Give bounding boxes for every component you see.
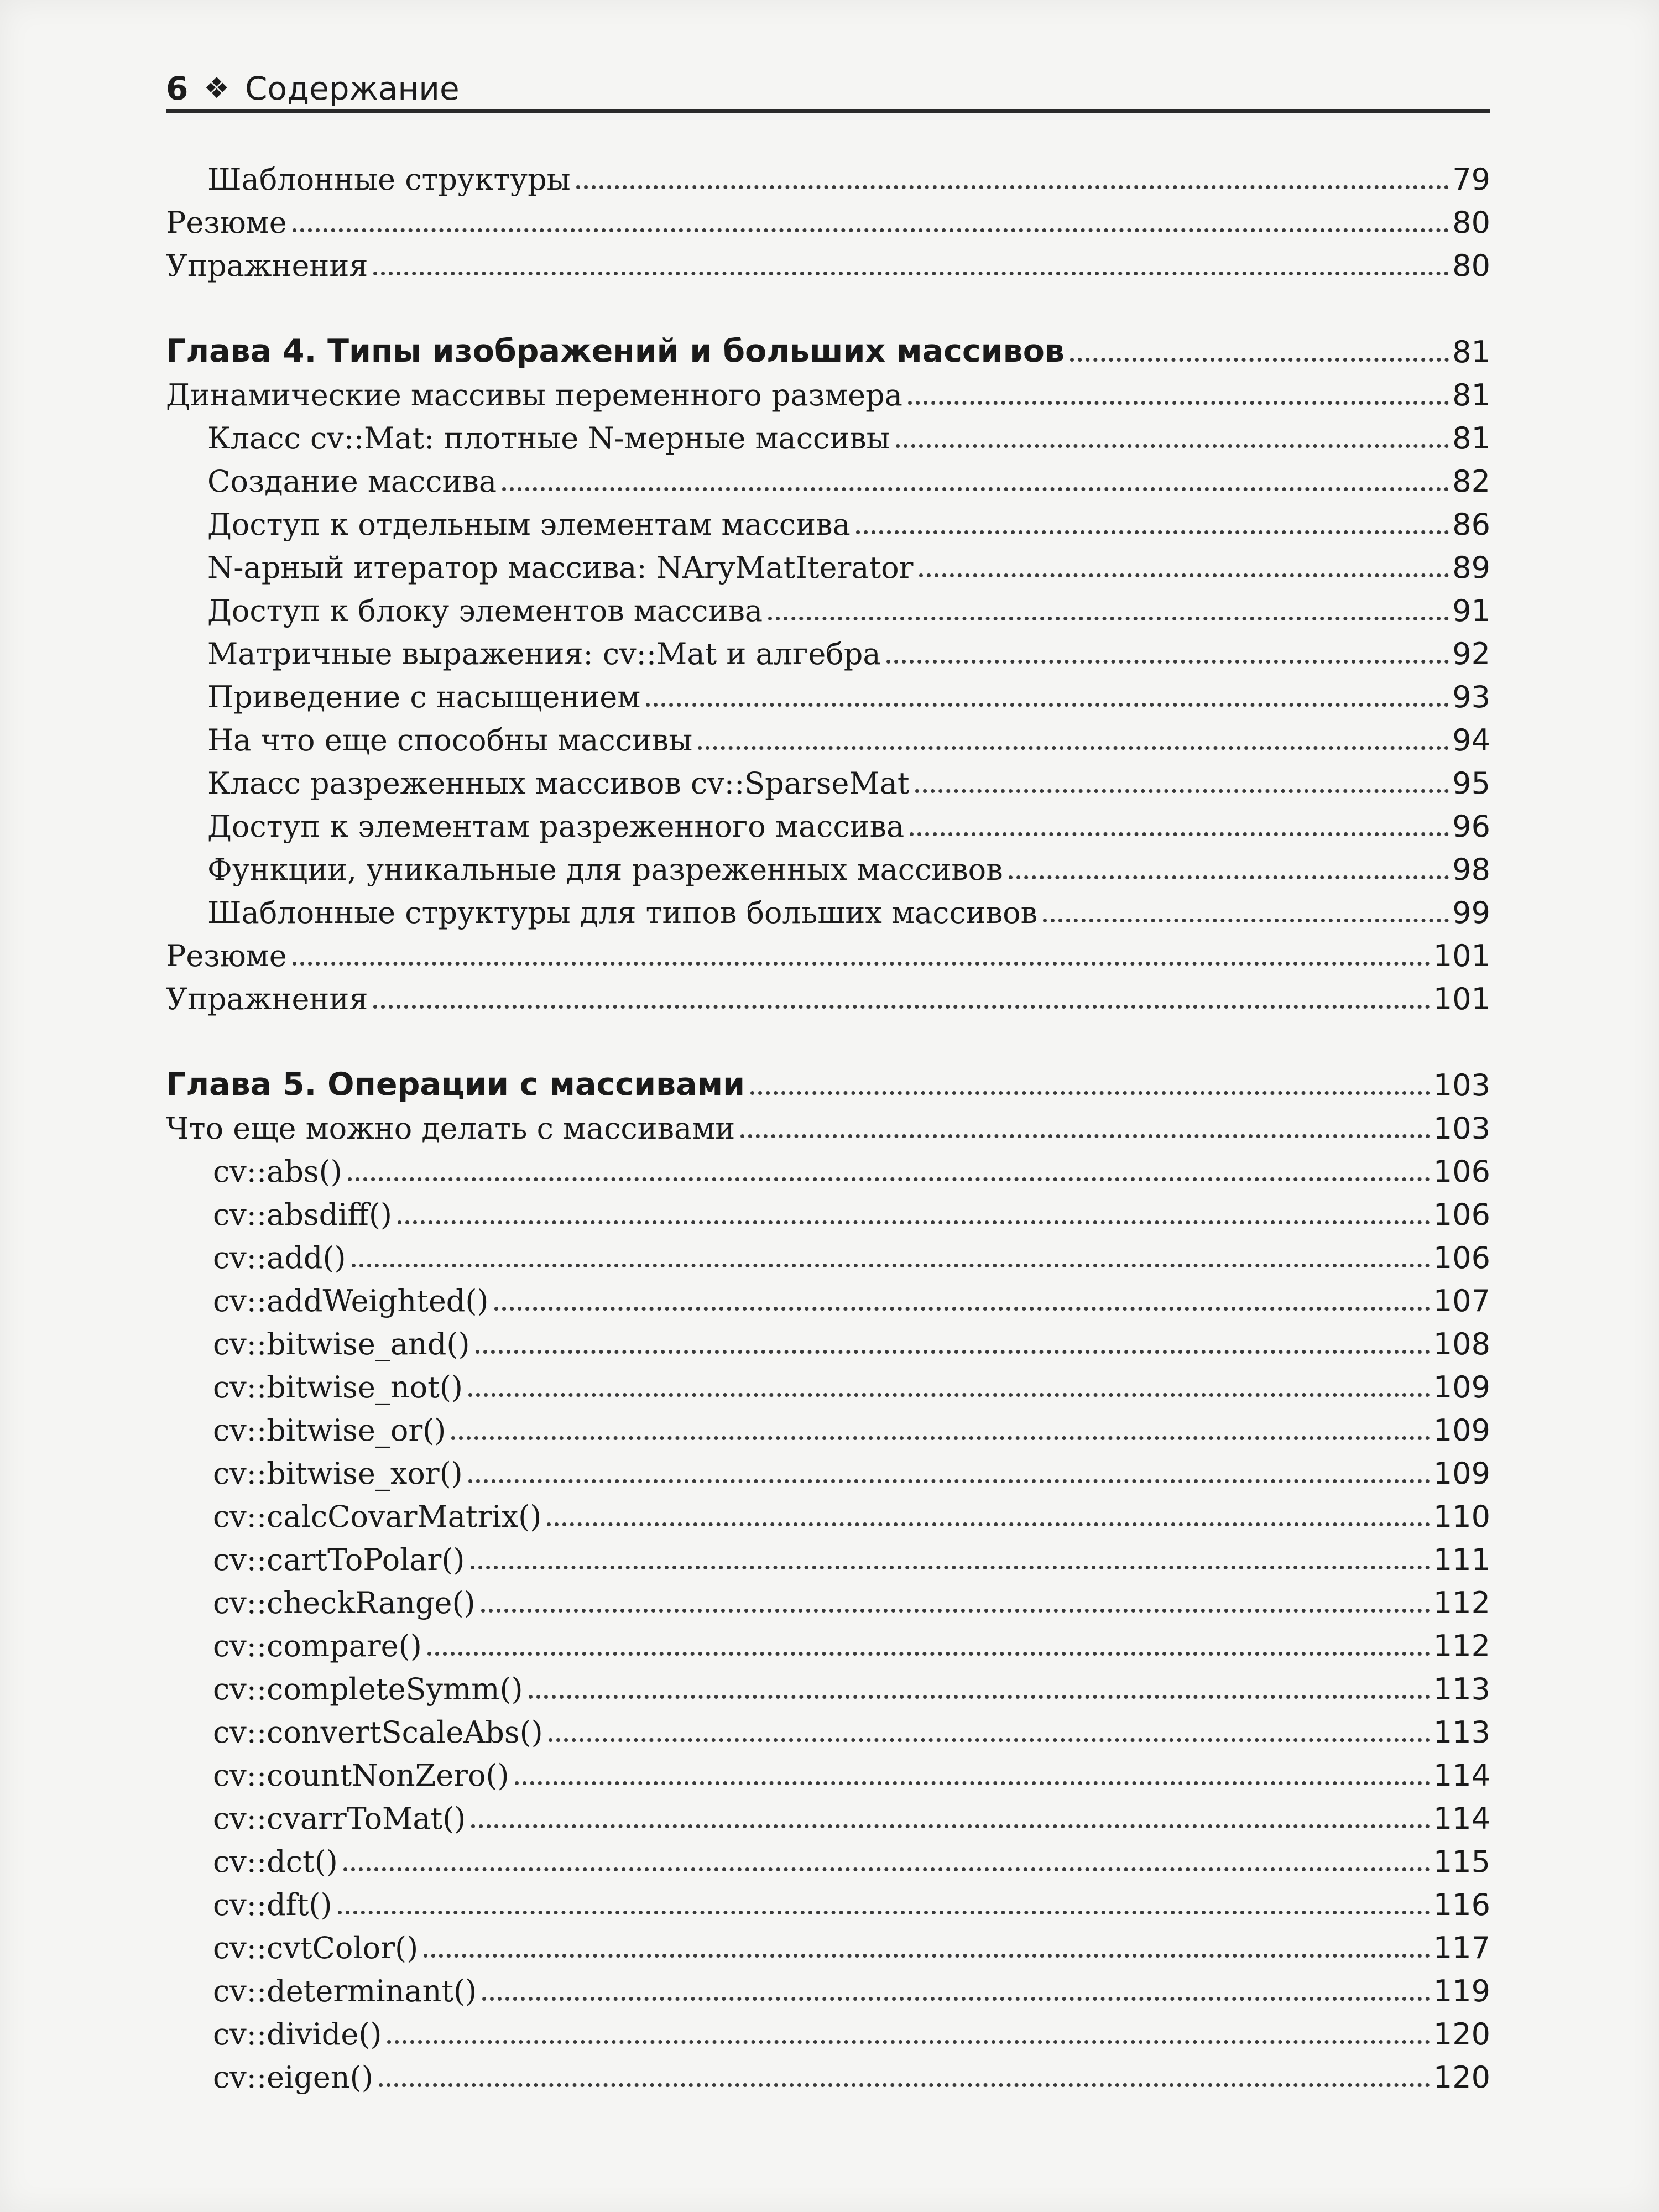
dot-leader [908,401,1449,405]
dot-leader [373,272,1449,275]
toc-entry-title: cv::cvtColor() [213,1931,419,1965]
toc-entry [166,197,1490,240]
header-rule [166,109,1490,113]
toc-entry [166,1146,1490,1189]
toc-entry-title: N-арный итератор массива: NAryMatIterator [207,550,914,585]
toc-chapter-entry [166,326,1490,369]
toc-entry-title: Шаблонные структуры для типов больших массивов [207,895,1038,930]
toc-page-number: 79 [1452,162,1490,197]
toc-entry [166,1879,1490,1922]
dot-leader [451,1436,1430,1440]
toc-entry-title: Доступ к отдельным элементам массива [207,507,851,542]
dot-leader [348,1177,1430,1181]
toc-page-number: 80 [1452,205,1490,240]
dot-leader [698,746,1449,750]
dot-leader [1043,919,1449,922]
toc-entry [166,1577,1490,1620]
toc-page-number: 86 [1452,507,1490,542]
dot-leader [549,1738,1430,1742]
toc-page-number: 109 [1433,1413,1490,1448]
dot-leader [1009,875,1449,879]
toc-entry-title: cv::dft() [213,1887,332,1922]
toc-page-number: 115 [1433,1844,1490,1879]
toc-entry-title: Резюме [166,205,287,240]
dot-leader [886,660,1449,664]
toc-entry-title: cv::bitwise_xor() [213,1456,463,1491]
dot-leader [910,832,1449,836]
toc-entry-title: Что еще можно делать с массивами [166,1111,735,1146]
section-gap [166,1016,1490,1060]
dot-leader [471,1566,1430,1569]
toc-entry [166,369,1490,413]
dot-leader [482,1997,1430,2001]
toc-entry [166,1663,1490,1707]
toc-entry-title: cv::divide() [213,2017,382,2052]
toc-page-number: 106 [1433,1154,1490,1189]
toc-entry [166,628,1490,671]
toc-entry [166,1275,1490,1318]
toc-page-number: 112 [1433,1585,1490,1620]
dot-leader [515,1781,1430,1785]
toc-entry [166,413,1490,456]
toc-entry [166,542,1490,585]
ornament-separator: ❖ [204,72,229,105]
running-header [166,64,460,113]
dot-leader [896,444,1449,448]
toc-page-number: 89 [1452,550,1490,585]
toc-page-number: 92 [1452,637,1490,671]
toc-page-number: 113 [1433,1672,1490,1707]
toc-entry [166,1534,1490,1577]
toc-entry [166,1491,1490,1534]
toc-entry-title: cv::cvarrToMat() [213,1801,466,1836]
table-of-contents [166,154,1490,2095]
dot-leader [373,1005,1430,1009]
toc-entry [166,2052,1490,2095]
toc-entry [166,240,1490,283]
toc-page-number: 109 [1433,1370,1490,1405]
toc-entry-title: Матричные выражения: cv::Mat и алгебра [207,637,881,671]
toc-entry-title: cv::convertScaleAbs() [213,1715,543,1750]
toc-entry [166,1405,1490,1448]
toc-page-number: 81 [1452,335,1490,369]
toc-page-number: 117 [1433,1931,1490,1965]
toc-page-number: 108 [1433,1327,1490,1361]
dot-leader [468,1393,1430,1397]
toc-chapter-entry [166,1060,1490,1103]
toc-entry-title: cv::bitwise_and() [213,1327,470,1361]
toc-entry-title: cv::checkRange() [213,1585,476,1620]
toc-page-number: 116 [1433,1887,1490,1922]
dot-leader [343,1867,1430,1871]
dot-leader [471,1824,1430,1828]
toc-entry [166,1103,1490,1146]
toc-page-number: 119 [1433,1974,1490,2008]
toc-page-number: 101 [1433,938,1490,973]
toc-entry [166,1922,1490,1965]
toc-page-number: 106 [1433,1197,1490,1232]
dot-leader [740,1134,1430,1138]
dot-leader [468,1479,1430,1483]
toc-page-number: 95 [1452,766,1490,801]
toc-entry-title: Глава 4. Типы изображений и больших массивов [166,333,1065,369]
toc-page-number: 111 [1433,1542,1490,1577]
toc-entry [166,801,1490,844]
toc-page-number: 114 [1433,1758,1490,1793]
toc-entry [166,1361,1490,1405]
toc-page-number: 109 [1433,1456,1490,1491]
toc-entry [166,499,1490,542]
toc-page-number: 103 [1433,1068,1490,1103]
toc-page-number: 99 [1452,895,1490,930]
toc-page-number: 112 [1433,1629,1490,1663]
page-number: 6 [166,70,189,107]
toc-page-number: 120 [1433,2060,1490,2095]
toc-entry [166,671,1490,714]
toc-entry [166,973,1490,1016]
toc-entry-title: Приведение с насыщением [207,680,641,714]
toc-entry [166,887,1490,930]
dot-leader [424,1954,1430,1958]
toc-entry-title: cv::countNonZero() [213,1758,509,1793]
toc-entry-title: cv::add() [213,1240,346,1275]
toc-page-number: 98 [1452,852,1490,887]
dot-leader [387,2040,1430,2044]
toc-page-number: 107 [1433,1284,1490,1318]
toc-entry-title: На что еще способны массивы [207,723,693,758]
toc-entry [166,585,1490,628]
toc-entry [166,844,1490,887]
toc-entry-title: cv::completeSymm() [213,1672,523,1707]
toc-entry-title: cv::abs() [213,1154,342,1189]
toc-entry-title: cv::calcCovarMatrix() [213,1499,542,1534]
toc-entry-title: cv::dct() [213,1844,338,1879]
toc-entry-title: Класс разреженных массивов cv::SparseMat [207,766,910,801]
dot-leader [293,962,1430,966]
dot-leader [919,573,1449,577]
toc-page-number: 81 [1452,421,1490,456]
running-title: Содержание [244,70,460,107]
dot-leader [576,185,1449,189]
toc-entry-title: Доступ к элементам разреженного массива [207,809,905,844]
toc-entry [166,2008,1490,2052]
toc-entry-title: cv::cartToPolar() [213,1542,465,1577]
toc-entry [166,1965,1490,2008]
toc-entry [166,1793,1490,1836]
dot-leader [494,1307,1430,1311]
dot-leader [293,228,1449,232]
toc-page-number: 110 [1433,1499,1490,1534]
toc-page-number: 80 [1452,248,1490,283]
toc-page-number: 113 [1433,1715,1490,1750]
toc-page-number: 91 [1452,593,1490,628]
dot-leader [750,1091,1430,1095]
dot-leader [856,530,1449,534]
toc-entry-title: cv::eigen() [213,2060,373,2095]
toc-entry-title: Глава 5. Операции с массивами [166,1066,745,1103]
toc-entry [166,1750,1490,1793]
toc-page-number: 82 [1452,464,1490,499]
toc-entry-title: Функции, уникальные для разреженных массивов [207,852,1003,887]
toc-entry [166,1189,1490,1232]
dot-leader [379,2083,1430,2087]
dot-leader [768,617,1449,620]
toc-entry [166,154,1490,197]
toc-entry-title: Доступ к блоку элементов массива [207,593,763,628]
toc-entry [166,930,1490,973]
dot-leader [1070,358,1449,362]
dot-leader [476,1350,1430,1354]
dot-leader [338,1911,1430,1914]
toc-entry-title: cv::compare() [213,1629,422,1663]
toc-page-number: 101 [1433,982,1490,1016]
toc-entry-title: Создание массива [207,464,497,499]
toc-entry-title: cv::determinant() [213,1974,477,2008]
dot-leader [529,1695,1430,1699]
toc-page-number: 103 [1433,1111,1490,1146]
toc-entry [166,456,1490,499]
toc-entry-title: Упражнения [166,982,368,1016]
toc-entry-title: Динамические массивы переменного размера [166,378,902,413]
dot-leader [502,487,1449,491]
toc-page-number: 106 [1433,1240,1490,1275]
toc-entry-title: cv::addWeighted() [213,1284,489,1318]
toc-page-number: 96 [1452,809,1490,844]
toc-entry [166,714,1490,758]
toc-page-number: 81 [1452,378,1490,413]
toc-page-number: 93 [1452,680,1490,714]
section-gap [166,283,1490,326]
toc-entry-title: Упражнения [166,248,368,283]
dot-leader [352,1264,1430,1267]
toc-entry-title: Шаблонные структуры [207,162,571,197]
toc-page-number: 120 [1433,2017,1490,2052]
dot-leader [915,789,1449,793]
dot-leader [646,703,1449,707]
toc-entry-title: cv::absdiff() [213,1197,392,1232]
toc-entry [166,758,1490,801]
dot-leader [427,1652,1430,1656]
dot-leader [481,1609,1430,1613]
toc-entry [166,1707,1490,1750]
toc-entry-title: cv::bitwise_not() [213,1370,463,1405]
dot-leader [547,1522,1430,1526]
toc-entry [166,1448,1490,1491]
toc-page-number: 114 [1433,1801,1490,1836]
dot-leader [398,1220,1430,1224]
toc-entry-title: Резюме [166,938,287,973]
toc-entry-title: cv::bitwise_or() [213,1413,446,1448]
toc-entry [166,1836,1490,1879]
toc-page-number: 94 [1452,723,1490,758]
toc-entry [166,1620,1490,1663]
toc-entry-title: Класс cv::Mat: плотные N-мерные массивы [207,421,890,456]
toc-entry [166,1318,1490,1361]
toc-entry [166,1232,1490,1275]
